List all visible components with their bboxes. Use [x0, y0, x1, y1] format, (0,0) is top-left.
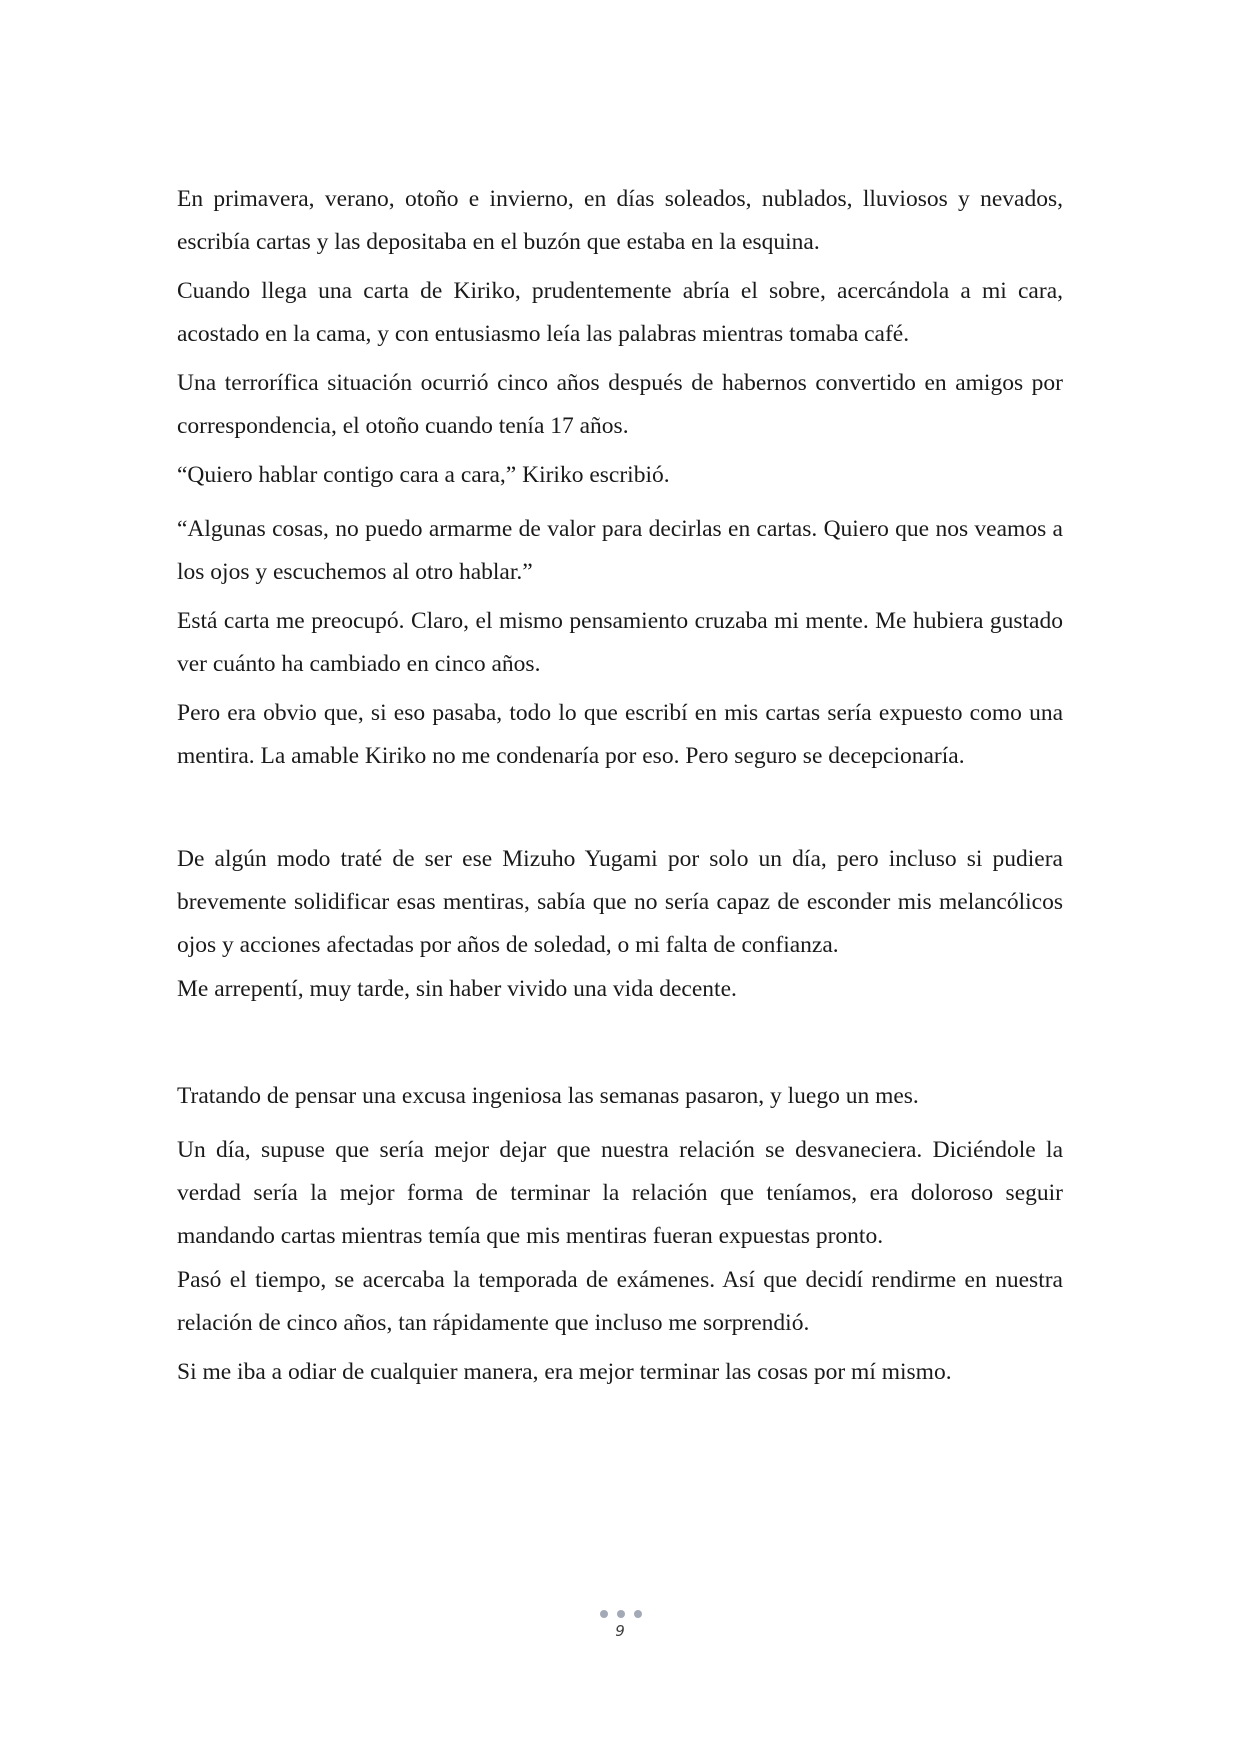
paragraph: En primavera, verano, otoño e invierno, en días soleados, nublados, lluviosos y nevados, escribía cartas y las depositaba en el buzón que estaba en la esquina.: [177, 186, 1063, 255]
paragraph: Me arrepentí, muy tarde, sin haber vivido una vida decente.: [177, 976, 737, 1002]
paragraph: “Quiero hablar contigo cara a cara,” Kiriko escribió.: [177, 462, 670, 488]
paragraph: Una terrorífica situación ocurrió cinco años después de habernos convertido en amigos por correspondencia, el otoño cuando tenía 17 años.: [177, 370, 1063, 439]
paragraph: Pero era obvio que, si eso pasaba, todo lo que escribí en mis cartas sería expuesto como una mentira. La amable Kiriko no me condenaría por eso. Pero seguro se decepcionaría.: [177, 700, 1063, 769]
paragraph: Un día, supuse que sería mejor dejar que nuestra relación se desvaneciera. Diciéndole la verdad sería la mejor forma de terminar la relación que teníamos, era doloroso seguir mandando cartas mientras temía que mis mentiras fueran expuestas pronto.: [177, 1137, 1063, 1249]
page-number: 9: [615, 1622, 625, 1640]
paragraph: Si me iba a odiar de cualquier manera, era mejor terminar las cosas por mí mismo.: [177, 1359, 952, 1385]
dot-icon: [600, 1610, 608, 1618]
paragraph: Pasó el tiempo, se acercaba la temporada de exámenes. Así que decidí rendirme en nuestra relación de cinco años, tan rápidamente que incluso me sorprendió.: [177, 1267, 1063, 1336]
paragraph: Cuando llega una carta de Kiriko, prudentemente abría el sobre, acercándola a mi cara, acostado en la cama, y con entusiasmo leía las palabras mientras tomaba café.: [177, 278, 1063, 347]
paragraph: De algún modo traté de ser ese Mizuho Yugami por solo un día, pero incluso si pudiera brevemente solidificar esas mentiras, sabía que no sería capaz de esconder mis melancólicos ojos y acciones afectadas por años de soledad, o mi falta de confianza.: [177, 846, 1063, 958]
paragraph: Tratando de pensar una excusa ingeniosa las semanas pasaron, y luego un mes.: [177, 1083, 919, 1109]
footer-dots-ornament: [600, 1610, 642, 1620]
paragraph: Está carta me preocupó. Claro, el mismo pensamiento cruzaba mi mente. Me hubiera gustado ver cuánto ha cambiado en cinco años.: [177, 608, 1063, 677]
dot-icon: [617, 1610, 625, 1618]
dot-icon: [634, 1610, 642, 1618]
paragraph: “Algunas cosas, no puedo armarme de valor para decirlas en cartas. Quiero que nos veamos a los ojos y escuchemos al otro hablar.”: [177, 516, 1063, 585]
